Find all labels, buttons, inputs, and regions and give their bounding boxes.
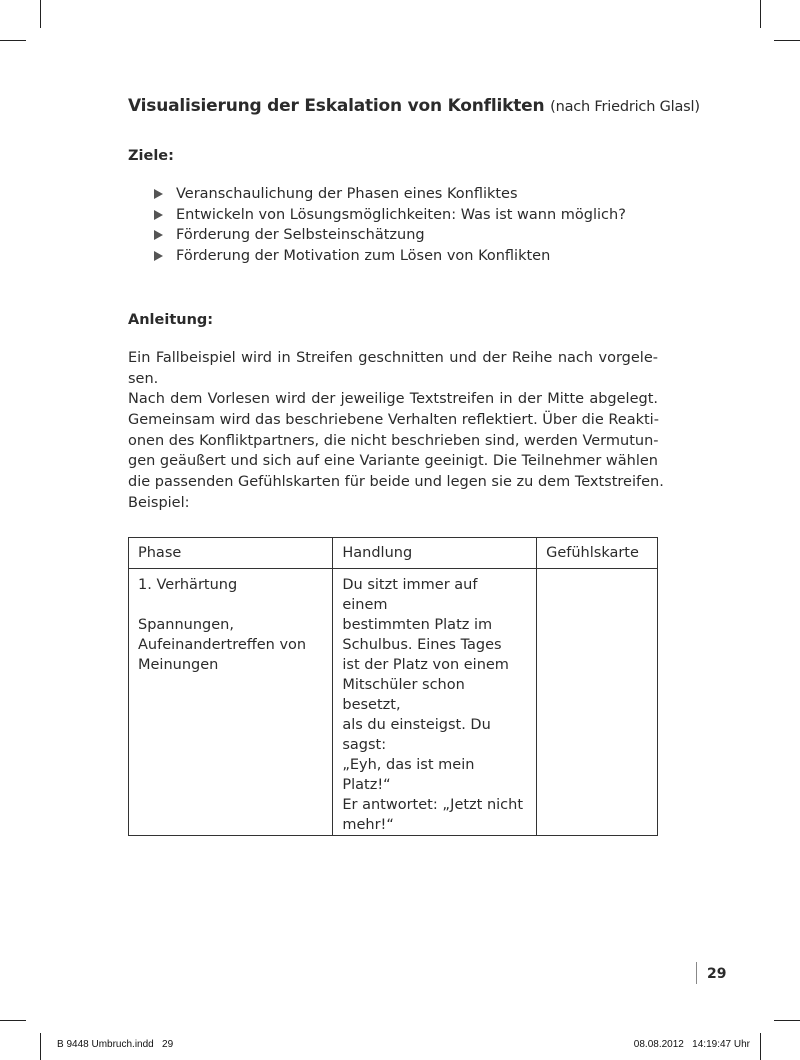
table-row [129,569,658,836]
page-number-divider [696,962,697,984]
instructions-heading: Anleitung: [128,312,214,328]
paragraph-line: die passenden Gefühlskarten für beide und legen sie zu dem Textstreifen. [128,474,664,491]
table-header-row [129,538,658,569]
action-line: Er antwortet: „Jetzt nicht [342,797,524,813]
crop-mark [760,1033,761,1060]
triangle-bullet-icon [154,251,163,261]
action-line: ist der Platz von einem [342,657,509,673]
list-item [152,246,626,267]
instructions-paragraph [128,348,664,514]
page-number: 29 [707,966,727,982]
page-title [128,96,700,116]
crop-mark [774,1020,800,1021]
header-feeling-card: Gefühlskarte [537,538,658,569]
goals-list [152,184,626,266]
crop-mark [760,0,761,28]
list-item [152,225,626,246]
title-main: Visualisierung der Eskalation von Konflikten [128,96,545,116]
action-line: „Eyh, das ist mein Platz!“ [342,757,475,793]
action-line: sagst: [342,737,387,753]
triangle-bullet-icon [154,189,163,199]
triangle-bullet-icon [154,210,163,220]
list-item-text: Förderung der Selbsteinschätzung [176,227,425,243]
triangle-bullet-icon [154,230,163,240]
paragraph-line: Beispiel: [128,494,190,511]
action-line: Du sitzt immer auf einem [342,577,478,613]
paragraph-line: sen. [128,370,159,387]
crop-mark [40,0,41,28]
phase-cell [129,569,333,836]
paragraph-line: Nach dem Vorlesen wird der jeweilige Textstreifen in der Mitte abgelegt. [128,391,658,408]
phase-desc-line: Meinungen [138,657,219,673]
paragraph-line: gen geäußert und sich auf eine Variante geeinigt. Die Teilnehmer wählen [128,453,658,470]
action-line: mehr!“ [342,817,394,833]
action-line: Mitschüler schon besetzt, [342,677,465,713]
paragraph-line: Gemeinsam wird das beschriebene Verhalten reflektiert. Über die Reakti- [128,412,659,429]
list-item-text: Veranschaulichung der Phasen eines Konfliktes [176,186,518,202]
list-item [152,205,626,226]
action-cell [333,569,537,836]
paragraph-line: onen des Konfliktpartners, die nicht beschrieben sind, werden Vermutun- [128,432,659,449]
paragraph-line: Ein Fallbeispiel wird in Streifen geschnitten und der Reihe nach vorgele- [128,350,658,366]
print-slug-file: B 9448 Umbruch.indd 29 [57,1039,174,1050]
crop-mark [774,40,800,41]
phase-name: 1. Verhärtung [138,577,238,593]
phase-desc-line: Aufeinandertreffen von [138,637,307,653]
crop-mark [40,1033,41,1060]
list-item [152,184,626,205]
header-phase: Phase [129,538,333,569]
goals-heading: Ziele: [128,148,174,164]
title-subtitle: (nach Friedrich Glasl) [550,99,700,115]
print-slug-date: 08.08.2012 14:19:47 Uhr [633,1039,750,1050]
action-line: Schulbus. Eines Tages [342,637,502,653]
feeling-card-cell [537,569,658,836]
example-table [128,537,658,836]
header-action: Handlung [333,538,537,569]
action-line: als du einsteigst. Du [342,717,491,733]
phase-desc-line: Spannungen, [138,617,234,633]
list-item-text: Förderung der Motivation zum Lösen von Konflikten [176,247,551,264]
list-item-text: Entwickeln von Lösungsmöglichkeiten: Was ist wann möglich? [176,206,626,223]
crop-mark [0,40,26,41]
crop-mark [0,1020,26,1021]
action-line: bestimmten Platz im [342,617,493,633]
